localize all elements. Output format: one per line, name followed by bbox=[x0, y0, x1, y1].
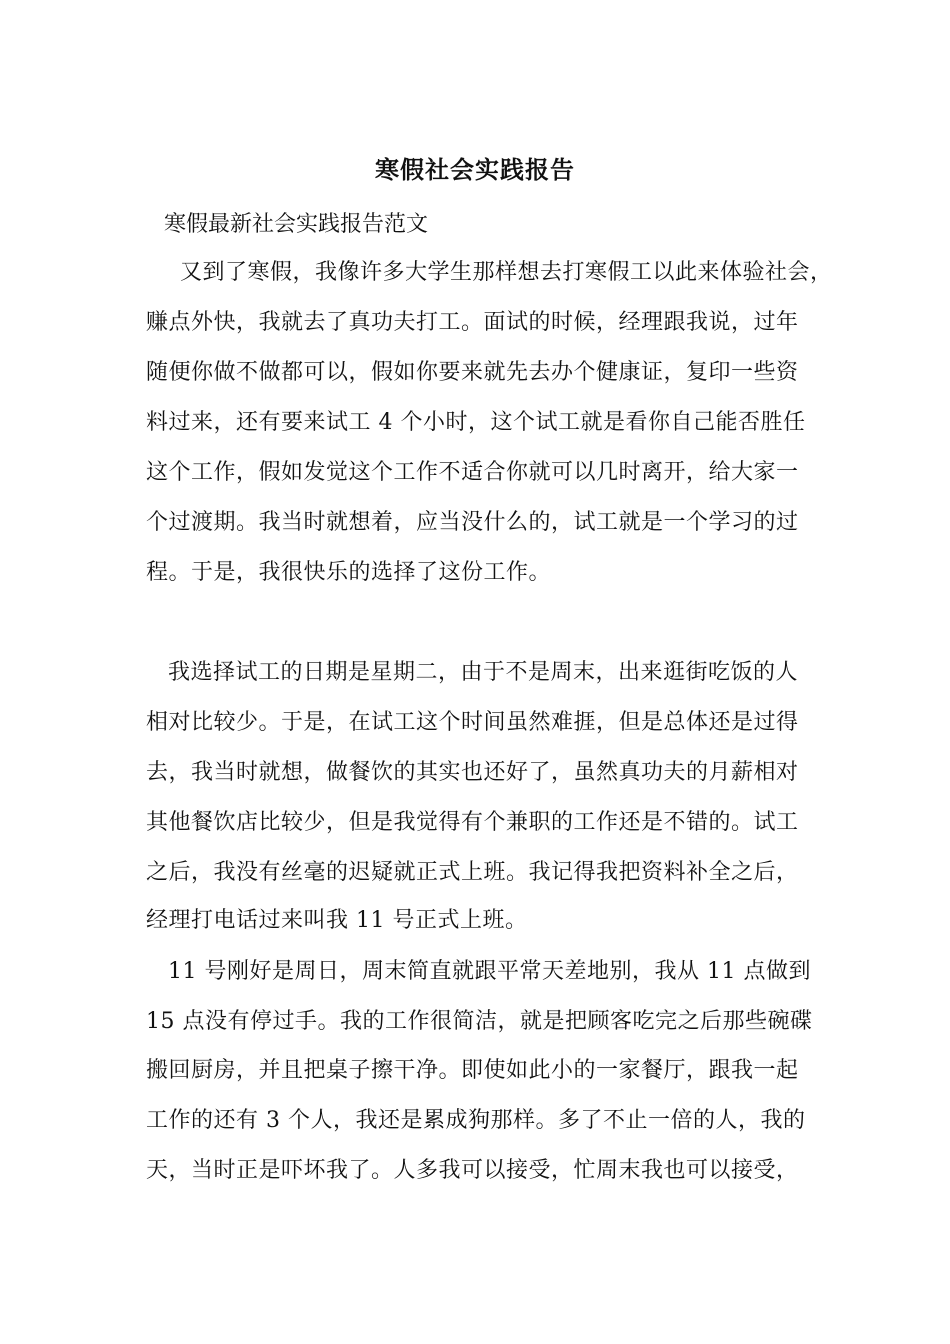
paragraph-line: 个过渡期。我当时就想着，应当没什么的，试工就是一个学习的过 bbox=[146, 510, 799, 535]
document-subtitle: 寒假最新社会实践报告范文 bbox=[164, 212, 429, 237]
paragraph-line: 去，我当时就想，做餐饮的其实也还好了，虽然真功夫的月薪相对 bbox=[146, 760, 799, 785]
paragraph-line: 程。于是，我很快乐的选择了这份工作。 bbox=[146, 560, 552, 585]
paragraph-line: 搬回厨房，并且把桌子擦干净。即使如此小的一家餐厅，跟我一起 bbox=[146, 1058, 799, 1083]
paragraph-line: 又到了寒假，我像许多大学生那样想去打寒假工以此来体验社会， bbox=[180, 260, 833, 285]
paragraph-line: 赚点外快，我就去了真功夫打工。面试的时候，经理跟我说，过年 bbox=[146, 310, 799, 335]
paragraph-line: 其他餐饮店比较少，但是我觉得有个兼职的工作还是不错的。试工 bbox=[146, 810, 799, 835]
paragraph-line: 天，当时正是吓坏我了。人多我可以接受，忙周末我也可以接受， bbox=[146, 1158, 799, 1183]
paragraph-line: 之后，我没有丝毫的迟疑就正式上班。我记得我把资料补全之后， bbox=[146, 860, 799, 885]
paragraph-line: 11 号刚好是周日，周末简直就跟平常天差地别，我从 11 点做到 bbox=[168, 959, 811, 984]
paragraph-line: 这个工作，假如发觉这个工作不适合你就可以几时离开，给大家一 bbox=[146, 460, 799, 485]
paragraph-line: 料过来，还有要来试工 4 个小时，这个试工就是看你自己能否胜任 bbox=[146, 410, 806, 435]
paragraph-line: 经理打电话过来叫我 11 号正式上班。 bbox=[146, 908, 528, 933]
paragraph-line: 随便你做不做都可以，假如你要来就先去办个健康证，复印一些资 bbox=[146, 360, 799, 385]
paragraph-line: 相对比较少。于是，在试工这个时间虽然难捱，但是总体还是过得 bbox=[146, 710, 799, 735]
paragraph-line: 15 点没有停过手。我的工作很简洁，就是把顾客吃完之后那些碗碟 bbox=[146, 1009, 813, 1034]
paragraph-line: 工作的还有 3 个人，我还是累成狗那样。多了不止一倍的人，我的 bbox=[146, 1108, 806, 1133]
paragraph-line: 我选择试工的日期是星期二，由于不是周末，出来逛街吃饭的人 bbox=[168, 660, 799, 685]
document-title: 寒假社会实践报告 bbox=[375, 155, 575, 184]
